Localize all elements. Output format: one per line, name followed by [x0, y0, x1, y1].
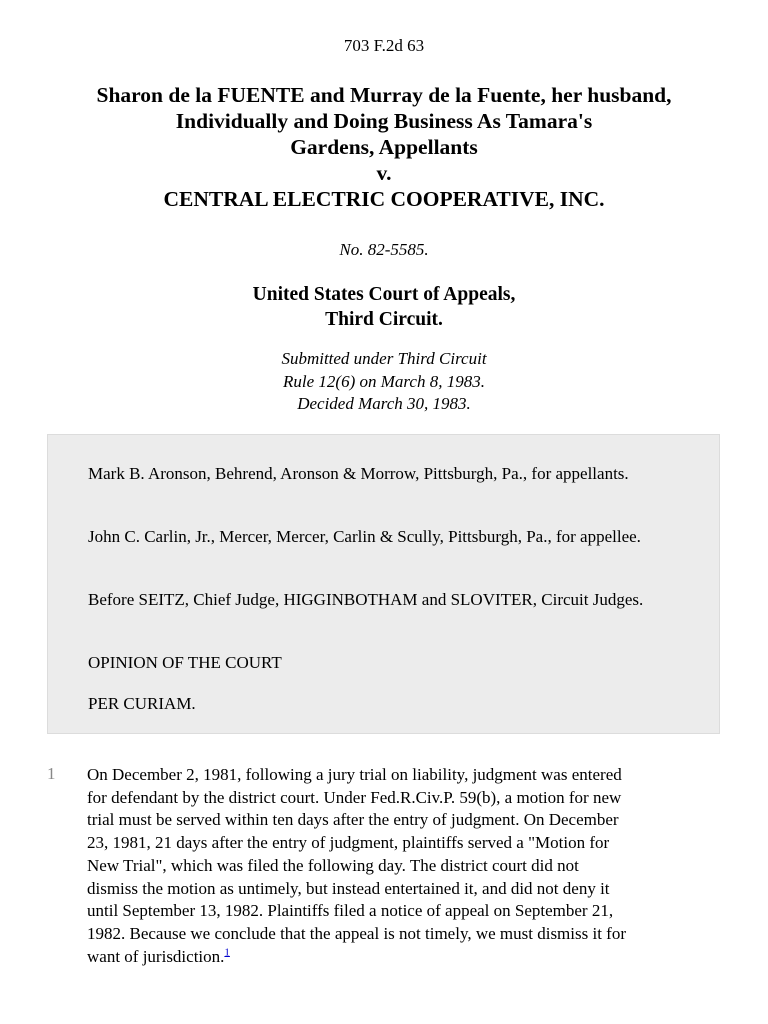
paragraph-line-last	[87, 946, 727, 969]
bench-panel: Before SEITZ, Chief Judge, HIGGINBOTHAM and SLOVITER, Circuit Judges.	[88, 590, 644, 609]
date-line: Decided March 30, 1983.	[297, 394, 471, 413]
court-line: Third Circuit.	[325, 309, 443, 330]
opinion-heading: OPINION OF THE COURT	[88, 653, 282, 672]
paragraph-line: for defendant by the district court. Under Fed.R.Civ.P. 59(b), a motion for new	[87, 787, 622, 807]
paragraph-line: dismiss the motion as untimely, but instead entertained it, and did not deny it	[87, 878, 610, 898]
footnote-link[interactable]: 1	[224, 945, 230, 958]
paragraph-line-text: want of jurisdiction.	[87, 946, 225, 966]
counsel-box	[47, 434, 720, 734]
date-line: Rule 12(6) on March 8, 1983.	[283, 371, 485, 391]
caption-line: Gardens, Appellants	[290, 135, 478, 159]
paragraph-line: trial must be served within ten days after the entry of judgment. On December	[87, 810, 619, 830]
opinion-paragraph	[87, 764, 727, 968]
caption-line: Individually and Doing Business As Tamara's	[175, 109, 593, 133]
paragraph-line: On December 2, 1981, following a jury trial on liability, judgment was entered	[87, 765, 622, 784]
counsel-appellants: Mark B. Aronson, Behrend, Aronson & Morrow, Pittsburgh, Pa., for appellants.	[88, 464, 629, 483]
paragraph-line: 23, 1981, 21 days after the entry of judgment, plaintiffs served a "Motion for	[87, 833, 610, 853]
docket-number: No. 82-5585.	[339, 240, 429, 259]
date-line: Submitted under Third Circuit	[281, 349, 487, 368]
paragraph-number: 1	[47, 764, 56, 783]
paragraph-line: 1982. Because we conclude that the appeal is not timely, we must dismiss it for	[87, 923, 627, 943]
court-line: United States Court of Appeals,	[252, 284, 516, 305]
case-caption	[30, 82, 738, 212]
paragraph-line: until September 13, 1982. Plaintiffs filed a notice of appeal on September 21,	[87, 901, 614, 921]
decision-dates	[0, 348, 768, 416]
per-curiam: PER CURIAM.	[88, 694, 196, 713]
caption-line: CENTRAL ELECTRIC COOPERATIVE, INC.	[163, 187, 605, 211]
counsel-appellee: John C. Carlin, Jr., Mercer, Mercer, Carlin & Scully, Pittsburgh, Pa., for appellee.	[88, 527, 641, 546]
caption-versus: v.	[376, 161, 392, 185]
court-name	[0, 282, 768, 332]
caption-line: Sharon de la FUENTE and Murray de la Fuente, her husband,	[96, 83, 672, 107]
paragraph-line: New Trial", which was filed the following day. The district court did not	[87, 855, 579, 875]
citation: 703 F.2d 63	[343, 36, 425, 55]
